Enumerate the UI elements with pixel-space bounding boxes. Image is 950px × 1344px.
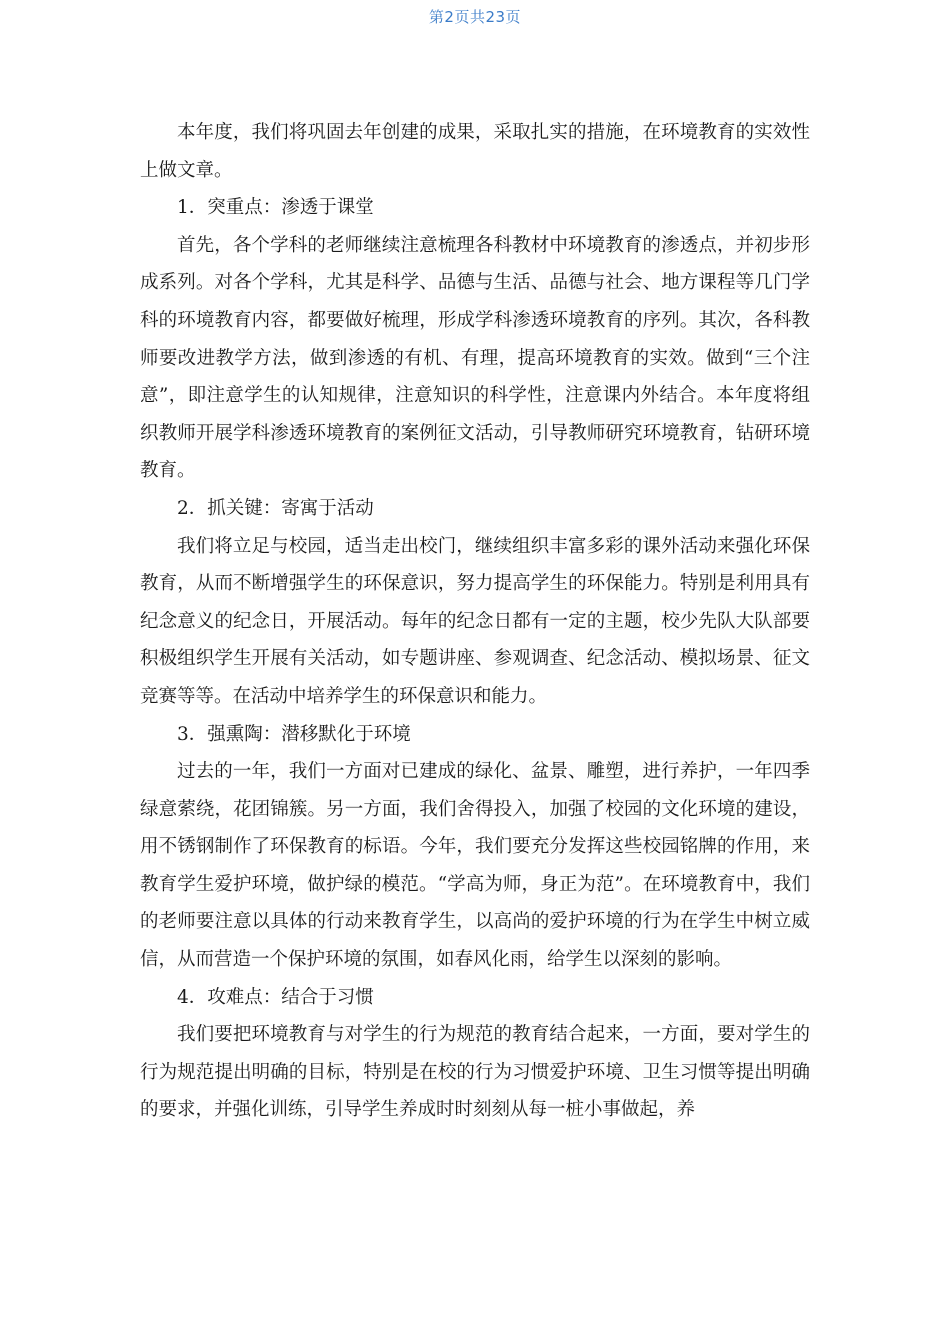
- section-heading-4: 4．攻难点：结合于习惯: [177, 986, 374, 1008]
- document-body: [140, 114, 810, 1129]
- section-heading-3: 3．强熏陶：潜移默化于环境: [177, 723, 411, 745]
- section-1-paragraph: 首先，各个学科的老师继续注意梳理各科教材中环境教育的渗透点，并初步形成系列。对各个学科，尤其是科学、品德与生活、品德与社会、地方课程等几门学科的环境教育内容，都要做好梳理，形成学科渗透环境教育的序列。其次，各科教师要改进教学方法，做到渗透的有机、有理，提高环境教育的实效。做到“三个注意”，即注意学生的认知规律，注意知识的科学性，注意课内外结合。本年度将组织教师开展学科渗透环境教育的案例征文活动，引导教师研究环境教育，钻研环境教育。: [140, 234, 810, 482]
- section-3-paragraph: 过去的一年，我们一方面对已建成的绿化、盆景、雕塑，进行养护，一年四季绿意萦绕，花团锦簇。另一方面，我们舍得投入，加强了校园的文化环境的建设，用不锈钢制作了环保教育的标语。今年，我们要充分发挥这些校园铭牌的作用，来教育学生爱护环境，做护绿的模范。“学高为师，身正为范”。在环境教育中，我们的老师要注意以具体的行动来教育学生，以高尚的爱护环境的行为在学生中树立威信，从而营造一个保护环境的氛围，如春风化雨，给学生以深刻的影响。: [140, 761, 810, 971]
- section-2-paragraph: 我们将立足与校园，适当走出校门，继续组织丰富多彩的课外活动来强化环保教育，从而不断增强学生的环保意识，努力提高学生的环保能力。特别是利用具有纪念意义的纪念日，开展活动。每年的纪念日都有一定的主题，校少先队大队部要积极组织学生开展有关活动，如专题讲座、参观调查、纪念活动、模拟场景、征文竞赛等等。在活动中培养学生的环保意识和能力。: [140, 535, 810, 707]
- section-heading-1: 1．突重点：渗透于课堂: [177, 197, 374, 219]
- section-heading-2: 2．抓关键：寄寓于活动: [177, 497, 374, 519]
- section-4-paragraph: 我们要把环境教育与对学生的行为规范的教育结合起来，一方面，要对学生的行为规范提出明确的目标，特别是在校的行为习惯爱护环境、卫生习惯等提出明确的要求，并强化训练，引导学生养成时时刻刻从每一桩小事做起，养: [140, 1024, 810, 1121]
- page-indicator: 第2页共23页: [428, 8, 522, 26]
- intro-paragraph: 本年度，我们将巩固去年创建的成果，采取扎实的措施，在环境教育的实效性上做文章。: [140, 122, 810, 181]
